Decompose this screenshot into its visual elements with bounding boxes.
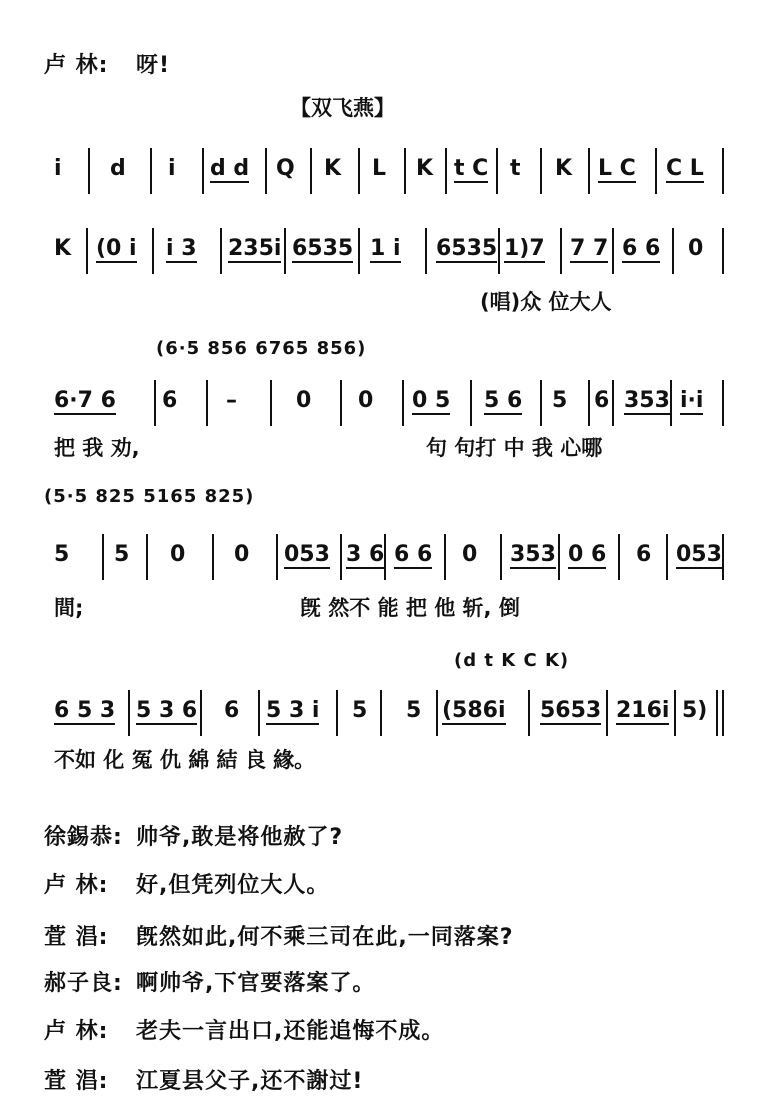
note: 0 xyxy=(462,542,478,567)
note: (0 i xyxy=(96,236,137,261)
bar-line xyxy=(284,228,286,274)
bar-line xyxy=(212,534,214,580)
note: 216i xyxy=(616,698,670,723)
bar-line xyxy=(558,534,560,580)
bar-line xyxy=(612,380,614,426)
bar-line xyxy=(404,148,406,194)
note: 5 xyxy=(114,542,130,567)
note: 5 xyxy=(54,542,70,567)
note: 6 xyxy=(636,542,652,567)
note: t xyxy=(510,156,521,181)
note: 353 xyxy=(624,388,670,413)
speaker: 萓 淐: xyxy=(44,1069,109,1094)
lyric: 旣 然不 能 把 他 斩, 倒 xyxy=(300,596,520,620)
bar-line xyxy=(102,534,104,580)
note: 6 5 3 xyxy=(54,698,116,723)
speaker: 萓 淐: xyxy=(44,925,109,950)
note: 6 xyxy=(224,698,240,723)
bar-line xyxy=(340,380,342,426)
dialog-text: 帅爷,敢是将他赦了? xyxy=(136,825,344,850)
dialog-text: 呀! xyxy=(136,53,171,78)
dialog-text: 啊帅爷,下官要落案了。 xyxy=(136,971,376,996)
bar-line xyxy=(560,228,562,274)
note: L xyxy=(372,156,387,181)
bar-line xyxy=(722,228,724,274)
note: 5) xyxy=(682,698,708,723)
note: d d xyxy=(210,156,250,181)
bar-line xyxy=(310,148,312,194)
bar-line xyxy=(716,690,718,736)
note: 0 5 xyxy=(412,388,451,413)
bar-line xyxy=(336,690,338,736)
note: i xyxy=(54,156,62,181)
note: 6535 xyxy=(436,236,498,261)
note: 3 6 xyxy=(346,542,385,567)
speaker: 卢 林: xyxy=(44,53,109,78)
bar-line xyxy=(540,148,542,194)
bar-line xyxy=(436,690,438,736)
bar-line xyxy=(674,690,676,736)
bar-line xyxy=(612,228,614,274)
note: 6 xyxy=(594,388,610,413)
note: 5 xyxy=(406,698,422,723)
note: (586i xyxy=(442,698,506,723)
note: 5 xyxy=(352,698,368,723)
bar-line xyxy=(86,228,88,274)
note: 235i xyxy=(228,236,282,261)
note: 6 6 xyxy=(622,236,661,261)
note: 0 xyxy=(296,388,312,413)
note: 0 6 xyxy=(568,542,607,567)
dialog-line xyxy=(44,966,375,997)
bar-line xyxy=(722,690,724,736)
bar-line xyxy=(154,380,156,426)
bar-line xyxy=(722,534,724,580)
dialog-text: 老夫一言出口,还能追悔不成。 xyxy=(136,1019,445,1044)
note: 1 i xyxy=(370,236,401,261)
bar-line xyxy=(258,690,260,736)
bar-line xyxy=(128,690,130,736)
note: 6 6 xyxy=(394,542,433,567)
bar-line xyxy=(150,148,152,194)
note: 5 6 xyxy=(484,388,523,413)
bar-line xyxy=(540,380,542,426)
speaker: 卢 林: xyxy=(44,873,109,898)
staff-line-1 xyxy=(40,148,740,208)
bar-line xyxy=(618,534,620,580)
note: 0 xyxy=(170,542,186,567)
note: 5 3 i xyxy=(266,698,320,723)
note: K xyxy=(54,236,72,261)
note: 353 xyxy=(510,542,556,567)
bar-line xyxy=(358,228,360,274)
bar-line xyxy=(666,534,668,580)
speaker: 卢 林: xyxy=(44,1019,109,1044)
note: i·i xyxy=(680,388,704,413)
bar-line xyxy=(588,380,590,426)
bar-line xyxy=(380,690,382,736)
note: i xyxy=(168,156,176,181)
staff-line-2 xyxy=(40,228,740,314)
dialog-line-top xyxy=(44,48,170,79)
note: t C xyxy=(454,156,489,181)
bar-line xyxy=(672,228,674,274)
note: 053 xyxy=(676,542,722,567)
bar-line xyxy=(202,148,204,194)
note: – xyxy=(226,388,237,413)
bar-line xyxy=(265,148,267,194)
lyric: 句 句打 中 我 心哪 xyxy=(426,436,603,460)
note: L C xyxy=(598,156,636,181)
note: 0 xyxy=(358,388,374,413)
bar-line xyxy=(670,380,672,426)
bar-line xyxy=(276,534,278,580)
note: Q xyxy=(276,156,295,181)
note: C L xyxy=(666,156,704,181)
dialog-line xyxy=(44,1014,444,1045)
bar-line xyxy=(340,534,342,580)
staff-line-4 xyxy=(40,534,740,620)
bar-line xyxy=(606,690,608,736)
dialog-line xyxy=(44,868,329,899)
note: K xyxy=(555,156,573,181)
speaker: 徐錫恭: xyxy=(44,825,123,850)
prelude-notation: (d t K C K) xyxy=(454,650,570,671)
bar-line xyxy=(655,148,657,194)
dialog-line xyxy=(44,820,343,851)
note: K xyxy=(324,156,342,181)
bar-line xyxy=(588,148,590,194)
bar-line xyxy=(496,148,498,194)
bar-line xyxy=(200,690,202,736)
lyric: 不如 化 冤 仇 綿 結 良 緣。 xyxy=(54,748,316,772)
dialog-text: 江夏县父子,还不謝过! xyxy=(136,1069,364,1094)
staff-line-5 xyxy=(40,690,740,772)
note: 7 7 xyxy=(570,236,609,261)
note: 0 xyxy=(688,236,704,261)
bar-line xyxy=(152,228,154,274)
note: 1)7 xyxy=(504,236,545,261)
note: i 3 xyxy=(166,236,197,261)
bar-line xyxy=(425,228,427,274)
bar-line xyxy=(270,380,272,426)
bar-line xyxy=(146,534,148,580)
lyric: 間; xyxy=(54,596,84,620)
section-title: 【双飞燕】 xyxy=(290,96,395,120)
dialog-line xyxy=(44,920,513,951)
dialog-text: 旣然如此,何不乘三司在此,一同落案? xyxy=(136,925,514,950)
prelude-notation: (5·5 825 5165 825) xyxy=(44,486,255,507)
note: K xyxy=(416,156,434,181)
speaker: 郝子良: xyxy=(44,971,123,996)
note: 5653 xyxy=(540,698,602,723)
bar-line xyxy=(722,380,724,426)
bar-line xyxy=(470,380,472,426)
note: d xyxy=(110,156,126,181)
note: 5 xyxy=(552,388,568,413)
note: 6 xyxy=(162,388,178,413)
note: 053 xyxy=(284,542,330,567)
dialog-text: 好,但凭列位大人。 xyxy=(136,873,330,898)
lyric: 把 我 劝, xyxy=(54,436,140,460)
bar-line xyxy=(384,534,386,580)
bar-line xyxy=(358,148,360,194)
note: 0 xyxy=(234,542,250,567)
staff-line-3 xyxy=(40,380,740,460)
note: 6·7 6 xyxy=(54,388,116,413)
bar-line xyxy=(220,228,222,274)
lyric: (唱)众 位大人 xyxy=(480,290,612,314)
bar-line xyxy=(402,380,404,426)
note: 6535 xyxy=(292,236,354,261)
dialog-line xyxy=(44,1064,363,1095)
bar-line xyxy=(445,148,447,194)
bar-line xyxy=(500,534,502,580)
note: 5 3 6 xyxy=(136,698,198,723)
prelude-notation: (6·5 856 6765 856) xyxy=(156,338,367,359)
bar-line xyxy=(528,690,530,736)
bar-line xyxy=(498,228,500,274)
bar-line xyxy=(88,148,90,194)
bar-line xyxy=(722,148,724,194)
bar-line xyxy=(444,534,446,580)
bar-line xyxy=(206,380,208,426)
